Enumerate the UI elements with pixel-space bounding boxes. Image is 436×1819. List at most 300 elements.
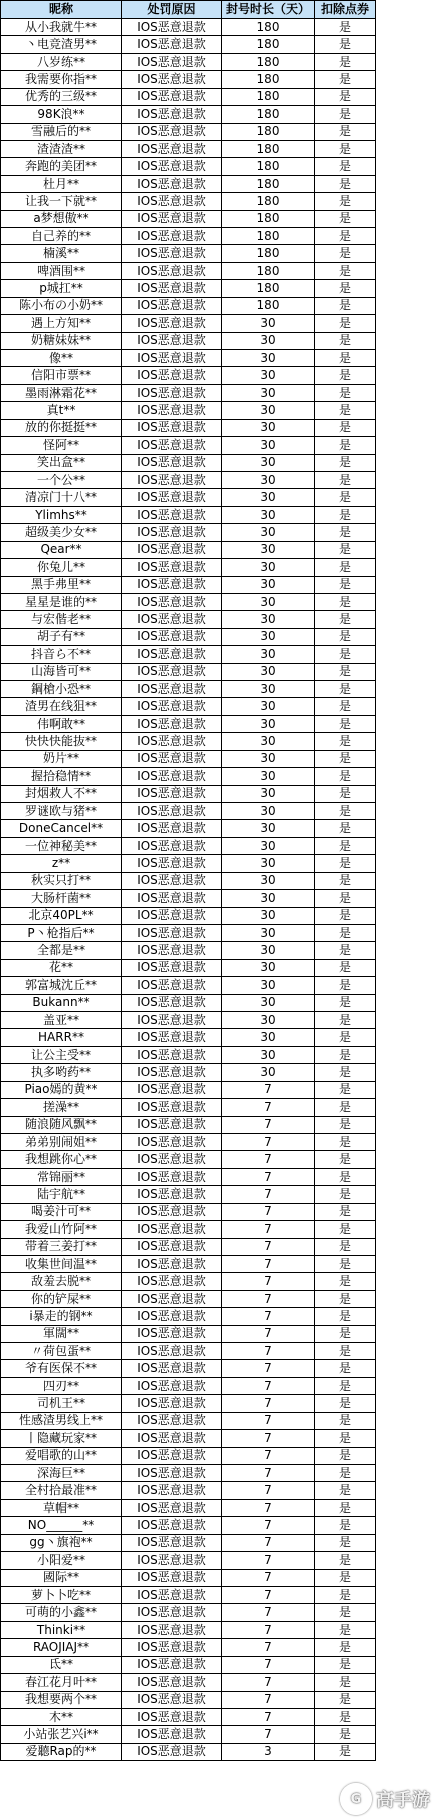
table-row — [1, 611, 376, 628]
table-row — [1, 471, 376, 488]
deduct-cell: 是 — [315, 994, 376, 1011]
deduct-cell: 是 — [315, 1569, 376, 1586]
nickname-cell: Qear** — [1, 541, 122, 558]
nickname-cell: 常锦丽** — [1, 1168, 122, 1185]
nickname-cell: Piao嫣的黄** — [1, 1081, 122, 1098]
reason-cell: IOS恶意退款 — [122, 71, 222, 88]
ban-duration-cell: 30 — [222, 506, 315, 523]
ban-duration-cell: 7 — [222, 1517, 315, 1534]
ban-duration-cell: 30 — [222, 541, 315, 558]
nickname-cell: 98K浪** — [1, 106, 122, 123]
ban-duration-cell: 7 — [222, 1482, 315, 1499]
table-row — [1, 1221, 376, 1238]
reason-cell: IOS恶意退款 — [122, 1639, 222, 1656]
nickname-cell: 雪融后的** — [1, 123, 122, 140]
reason-cell: IOS恶意退款 — [122, 1012, 222, 1029]
table-row — [1, 1116, 376, 1133]
nickname-cell: 一位神秘美** — [1, 837, 122, 854]
table-row — [1, 576, 376, 593]
reason-cell: IOS恶意退款 — [122, 1482, 222, 1499]
ban-duration-cell: 30 — [222, 646, 315, 663]
reason-cell: IOS恶意退款 — [122, 1726, 222, 1743]
reason-cell: IOS恶意退款 — [122, 1395, 222, 1412]
reason-cell: IOS恶意退款 — [122, 437, 222, 454]
reason-cell: IOS恶意退款 — [122, 646, 222, 663]
deduct-cell: 是 — [315, 454, 376, 471]
deduct-cell: 是 — [315, 1134, 376, 1151]
nickname-cell: 杜月** — [1, 175, 122, 192]
ban-duration-cell: 30 — [222, 489, 315, 506]
brand-text: 高手游 — [376, 1790, 430, 1811]
nickname-cell: 鋼槍小恐** — [1, 681, 122, 698]
table-row — [1, 802, 376, 819]
table-row — [1, 19, 376, 36]
ban-duration-cell: 180 — [222, 53, 315, 70]
table-row — [1, 384, 376, 401]
nickname-cell: 小站张艺兴i** — [1, 1726, 122, 1743]
table-row — [1, 123, 376, 140]
deduct-cell: 是 — [315, 1273, 376, 1290]
deduct-cell: 是 — [315, 1517, 376, 1534]
nickname-cell: 爱唱歌的山** — [1, 1447, 122, 1464]
nickname-cell: 优秀的三级** — [1, 88, 122, 105]
reason-cell: IOS恶意退款 — [122, 1186, 222, 1203]
table-row — [1, 88, 376, 105]
ban-duration-cell: 180 — [222, 262, 315, 279]
table-row — [1, 1726, 376, 1743]
table-row — [1, 924, 376, 941]
header-deduct-coupons: 扣除点券 — [315, 1, 376, 19]
deduct-cell: 是 — [315, 1186, 376, 1203]
deduct-cell: 是 — [315, 942, 376, 959]
table-row — [1, 1430, 376, 1447]
deduct-cell: 是 — [315, 924, 376, 941]
ban-duration-cell: 7 — [222, 1186, 315, 1203]
deduct-cell: 是 — [315, 611, 376, 628]
nickname-cell: 墨雨淋霜花** — [1, 384, 122, 401]
reason-cell: IOS恶意退款 — [122, 123, 222, 140]
reason-cell: IOS恶意退款 — [122, 1534, 222, 1551]
table-row — [1, 559, 376, 576]
table-row — [1, 733, 376, 750]
reason-cell: IOS恶意退款 — [122, 1238, 222, 1255]
nickname-cell: gg丶旗袍** — [1, 1534, 122, 1551]
table-row — [1, 1534, 376, 1551]
deduct-cell: 是 — [315, 576, 376, 593]
deduct-cell: 是 — [315, 1430, 376, 1447]
ban-duration-cell: 7 — [222, 1499, 315, 1516]
table-row — [1, 489, 376, 506]
reason-cell: IOS恶意退款 — [122, 593, 222, 610]
ban-duration-cell: 7 — [222, 1273, 315, 1290]
nickname-cell: 陆宇航** — [1, 1186, 122, 1203]
nickname-cell: DoneCancel** — [1, 820, 122, 837]
reason-cell: IOS恶意退款 — [122, 1430, 222, 1447]
deduct-cell: 是 — [315, 1482, 376, 1499]
nickname-cell: 盖亚** — [1, 1012, 122, 1029]
nickname-cell: 草帽** — [1, 1499, 122, 1516]
deduct-cell: 是 — [315, 785, 376, 802]
reason-cell: IOS恶意退款 — [122, 541, 222, 558]
table-row — [1, 750, 376, 767]
reason-cell: IOS恶意退款 — [122, 228, 222, 245]
reason-cell: IOS恶意退款 — [122, 402, 222, 419]
reason-cell: IOS恶意退款 — [122, 1360, 222, 1377]
table-row — [1, 890, 376, 907]
deduct-cell: 是 — [315, 1012, 376, 1029]
nickname-cell: 伟啊敢** — [1, 715, 122, 732]
table-row — [1, 1412, 376, 1429]
deduct-cell: 是 — [315, 977, 376, 994]
reason-cell: IOS恶意退款 — [122, 1586, 222, 1603]
deduct-cell: 是 — [315, 123, 376, 140]
reason-cell: IOS恶意退款 — [122, 332, 222, 349]
deduct-cell: 是 — [315, 175, 376, 192]
deduct-cell: 是 — [315, 872, 376, 889]
reason-cell: IOS恶意退款 — [122, 1064, 222, 1081]
ban-duration-cell: 180 — [222, 210, 315, 227]
table-row — [1, 367, 376, 384]
nickname-cell: 丨隐藏玩家** — [1, 1430, 122, 1447]
nickname-cell: 國际** — [1, 1569, 122, 1586]
ban-duration-cell: 30 — [222, 1046, 315, 1063]
table-row — [1, 506, 376, 523]
deduct-cell: 是 — [315, 768, 376, 785]
nickname-cell: NO______** — [1, 1517, 122, 1534]
nickname-cell: 軍闊** — [1, 1325, 122, 1342]
nickname-cell: 你的铲屎** — [1, 1290, 122, 1307]
ban-duration-cell: 7 — [222, 1604, 315, 1621]
deduct-cell: 是 — [315, 88, 376, 105]
table-row — [1, 402, 376, 419]
nickname-cell: 四刃** — [1, 1377, 122, 1394]
reason-cell: IOS恶意退款 — [122, 489, 222, 506]
reason-cell: IOS恶意退款 — [122, 576, 222, 593]
reason-cell: IOS恶意退款 — [122, 1325, 222, 1342]
ban-duration-cell: 30 — [222, 471, 315, 488]
nickname-cell: 抖音ら不** — [1, 646, 122, 663]
deduct-cell: 是 — [315, 140, 376, 157]
ban-duration-cell: 30 — [222, 994, 315, 1011]
table-row — [1, 106, 376, 123]
reason-cell: IOS恶意退款 — [122, 350, 222, 367]
reason-cell: IOS恶意退款 — [122, 1255, 222, 1272]
table-row — [1, 36, 376, 53]
table-row — [1, 820, 376, 837]
table-row — [1, 140, 376, 157]
table-row — [1, 994, 376, 1011]
table-row — [1, 1586, 376, 1603]
ban-duration-cell: 180 — [222, 36, 315, 53]
table-row — [1, 1343, 376, 1360]
reason-cell: IOS恶意退款 — [122, 1081, 222, 1098]
ban-duration-cell: 7 — [222, 1325, 315, 1342]
table-row — [1, 1255, 376, 1272]
table-row — [1, 1134, 376, 1151]
nickname-cell: z** — [1, 855, 122, 872]
table-row — [1, 1621, 376, 1638]
ban-duration-cell: 30 — [222, 593, 315, 610]
nickname-cell: 黑手弗里** — [1, 576, 122, 593]
table-row — [1, 1395, 376, 1412]
ban-duration-cell: 30 — [222, 907, 315, 924]
deduct-cell: 是 — [315, 890, 376, 907]
ban-duration-cell: 30 — [222, 924, 315, 941]
reason-cell: IOS恶意退款 — [122, 19, 222, 36]
table-row — [1, 71, 376, 88]
table-row — [1, 1708, 376, 1725]
ban-duration-cell: 30 — [222, 837, 315, 854]
deduct-cell: 是 — [315, 593, 376, 610]
ban-duration-cell: 7 — [222, 1586, 315, 1603]
ban-duration-cell: 30 — [222, 332, 315, 349]
reason-cell: IOS恶意退款 — [122, 698, 222, 715]
nickname-cell: 啤酒围** — [1, 262, 122, 279]
table-row — [1, 315, 376, 332]
table-row — [1, 1029, 376, 1046]
reason-cell: IOS恶意退款 — [122, 106, 222, 123]
reason-cell: IOS恶意退款 — [122, 1621, 222, 1638]
deduct-cell: 是 — [315, 53, 376, 70]
reason-cell: IOS恶意退款 — [122, 175, 222, 192]
ban-duration-cell: 30 — [222, 733, 315, 750]
nickname-cell: 爷有医保不** — [1, 1360, 122, 1377]
table-row — [1, 1290, 376, 1307]
deduct-cell: 是 — [315, 262, 376, 279]
reason-cell: IOS恶意退款 — [122, 1552, 222, 1569]
nickname-cell: 陈小布の小奶** — [1, 297, 122, 314]
ban-duration-cell: 30 — [222, 698, 315, 715]
table-row — [1, 245, 376, 262]
nickname-cell: 全都是** — [1, 942, 122, 959]
ban-duration-cell: 30 — [222, 872, 315, 889]
table-row — [1, 715, 376, 732]
table-row — [1, 1064, 376, 1081]
reason-cell: IOS恶意退款 — [122, 820, 222, 837]
reason-cell: IOS恶意退款 — [122, 977, 222, 994]
ban-duration-cell: 30 — [222, 1064, 315, 1081]
ban-duration-cell: 30 — [222, 350, 315, 367]
table-row — [1, 228, 376, 245]
nickname-cell: RAOJIAJ** — [1, 1639, 122, 1656]
nickname-cell: 真t** — [1, 402, 122, 419]
ban-duration-cell: 180 — [222, 175, 315, 192]
nickname-cell: 丶电竞渣男** — [1, 36, 122, 53]
deduct-cell: 是 — [315, 855, 376, 872]
reason-cell: IOS恶意退款 — [122, 1499, 222, 1516]
table-row — [1, 1447, 376, 1464]
deduct-cell: 是 — [315, 1238, 376, 1255]
reason-cell: IOS恶意退款 — [122, 1290, 222, 1307]
reason-cell: IOS恶意退款 — [122, 1168, 222, 1185]
nickname-cell: 性感渣男线上** — [1, 1412, 122, 1429]
table-row — [1, 210, 376, 227]
ban-duration-cell: 30 — [222, 820, 315, 837]
ban-duration-cell: 7 — [222, 1447, 315, 1464]
reason-cell: IOS恶意退款 — [122, 1046, 222, 1063]
reason-cell: IOS恶意退款 — [122, 384, 222, 401]
ban-duration-cell: 30 — [222, 454, 315, 471]
nickname-cell: 郭富城沈丘** — [1, 977, 122, 994]
ban-duration-cell: 7 — [222, 1116, 315, 1133]
deduct-cell: 是 — [315, 1116, 376, 1133]
reason-cell: IOS恶意退款 — [122, 907, 222, 924]
deduct-cell: 是 — [315, 1151, 376, 1168]
table-row — [1, 1081, 376, 1098]
nickname-cell: Ylimhs** — [1, 506, 122, 523]
ban-duration-cell: 7 — [222, 1621, 315, 1638]
table-row — [1, 1012, 376, 1029]
reason-cell: IOS恶意退款 — [122, 1377, 222, 1394]
ban-duration-cell: 7 — [222, 1726, 315, 1743]
nickname-cell: 放的你挺挺** — [1, 419, 122, 436]
ban-duration-cell: 30 — [222, 663, 315, 680]
deduct-cell: 是 — [315, 384, 376, 401]
ban-duration-cell: 7 — [222, 1134, 315, 1151]
ban-duration-cell: 30 — [222, 715, 315, 732]
reason-cell: IOS恶意退款 — [122, 280, 222, 297]
deduct-cell: 是 — [315, 1360, 376, 1377]
ban-duration-cell: 30 — [222, 559, 315, 576]
reason-cell: IOS恶意退款 — [122, 140, 222, 157]
table-row — [1, 1186, 376, 1203]
nickname-cell: Bukann** — [1, 994, 122, 1011]
nickname-cell: 封烟救人不** — [1, 785, 122, 802]
nickname-cell: 笑出盒** — [1, 454, 122, 471]
reason-cell: IOS恶意退款 — [122, 802, 222, 819]
reason-cell: IOS恶意退款 — [122, 959, 222, 976]
deduct-cell: 是 — [315, 802, 376, 819]
ban-duration-cell: 7 — [222, 1343, 315, 1360]
reason-cell: IOS恶意退款 — [122, 262, 222, 279]
nickname-cell: 山海皆可** — [1, 663, 122, 680]
table-row — [1, 1377, 376, 1394]
nickname-cell: 执多哟药** — [1, 1064, 122, 1081]
ban-duration-cell: 7 — [222, 1691, 315, 1708]
reason-cell: IOS恶意退款 — [122, 1708, 222, 1725]
nickname-cell: 喝姜汁可** — [1, 1203, 122, 1220]
nickname-cell: 清凉门十八** — [1, 489, 122, 506]
ban-duration-cell: 7 — [222, 1674, 315, 1691]
ban-duration-cell: 180 — [222, 158, 315, 175]
table-row — [1, 1465, 376, 1482]
table-row — [1, 1656, 376, 1673]
reason-cell: IOS恶意退款 — [122, 872, 222, 889]
table-row — [1, 437, 376, 454]
nickname-cell: 我需要你指** — [1, 71, 122, 88]
nickname-cell: P丶枪指后** — [1, 924, 122, 941]
nickname-cell: 罗谜欧与猪** — [1, 802, 122, 819]
nickname-cell: 可萌的小鑫** — [1, 1604, 122, 1621]
deduct-cell: 是 — [315, 1552, 376, 1569]
ban-duration-cell: 7 — [222, 1168, 315, 1185]
ban-duration-cell: 7 — [222, 1465, 315, 1482]
nickname-cell: 自己养的** — [1, 228, 122, 245]
table-row — [1, 646, 376, 663]
nickname-cell: 奶片** — [1, 750, 122, 767]
table-row — [1, 541, 376, 558]
header-nickname: 昵称 — [1, 1, 122, 19]
deduct-cell: 是 — [315, 228, 376, 245]
ban-duration-cell: 7 — [222, 1377, 315, 1394]
table-row — [1, 175, 376, 192]
nickname-cell: 敌羞去脱** — [1, 1273, 122, 1290]
reason-cell: IOS恶意退款 — [122, 245, 222, 262]
deduct-cell: 是 — [315, 1343, 376, 1360]
deduct-cell: 是 — [315, 437, 376, 454]
nickname-cell: 快快快能抜** — [1, 733, 122, 750]
deduct-cell: 是 — [315, 681, 376, 698]
ban-duration-cell: 180 — [222, 106, 315, 123]
table-row — [1, 837, 376, 854]
deduct-cell: 是 — [315, 541, 376, 558]
reason-cell: IOS恶意退款 — [122, 1743, 222, 1760]
deduct-cell: 是 — [315, 106, 376, 123]
ban-duration-cell: 7 — [222, 1203, 315, 1220]
deduct-cell: 是 — [315, 628, 376, 645]
nickname-cell: 弟弟别闹姐** — [1, 1134, 122, 1151]
ban-duration-cell: 30 — [222, 802, 315, 819]
table-row — [1, 1308, 376, 1325]
reason-cell: IOS恶意退款 — [122, 1604, 222, 1621]
reason-cell: IOS恶意退款 — [122, 785, 222, 802]
nickname-cell: 木** — [1, 1708, 122, 1725]
table-row — [1, 262, 376, 279]
nickname-cell: 信阳市票** — [1, 367, 122, 384]
reason-cell: IOS恶意退款 — [122, 419, 222, 436]
deduct-cell: 是 — [315, 559, 376, 576]
reason-cell: IOS恶意退款 — [122, 1517, 222, 1534]
reason-cell: IOS恶意退款 — [122, 681, 222, 698]
ban-duration-cell: 180 — [222, 71, 315, 88]
nickname-cell: 收集世间温** — [1, 1255, 122, 1272]
deduct-cell: 是 — [315, 210, 376, 227]
reason-cell: IOS恶意退款 — [122, 158, 222, 175]
table-row — [1, 1499, 376, 1516]
deduct-cell: 是 — [315, 1221, 376, 1238]
ban-duration-cell: 7 — [222, 1081, 315, 1098]
deduct-cell: 是 — [315, 837, 376, 854]
deduct-cell: 是 — [315, 820, 376, 837]
nickname-cell: 花** — [1, 959, 122, 976]
nickname-cell: 与宏偕老** — [1, 611, 122, 628]
ban-duration-cell: 30 — [222, 785, 315, 802]
deduct-cell: 是 — [315, 36, 376, 53]
reason-cell: IOS恶意退款 — [122, 1134, 222, 1151]
deduct-cell: 是 — [315, 1674, 376, 1691]
reason-cell: IOS恶意退款 — [122, 1099, 222, 1116]
deduct-cell: 是 — [315, 1499, 376, 1516]
reason-cell: IOS恶意退款 — [122, 1343, 222, 1360]
table-row — [1, 681, 376, 698]
nickname-cell: 遇上方知** — [1, 315, 122, 332]
ban-duration-cell: 7 — [222, 1430, 315, 1447]
nickname-cell: 星星是谁的** — [1, 593, 122, 610]
deduct-cell: 是 — [315, 1325, 376, 1342]
ban-duration-cell: 30 — [222, 855, 315, 872]
table-row — [1, 454, 376, 471]
deduct-cell: 是 — [315, 471, 376, 488]
nickname-cell: 渣男在线狙** — [1, 698, 122, 715]
deduct-cell: 是 — [315, 1099, 376, 1116]
deduct-cell: 是 — [315, 524, 376, 541]
table-row — [1, 698, 376, 715]
deduct-cell: 是 — [315, 158, 376, 175]
table-row — [1, 959, 376, 976]
deduct-cell: 是 — [315, 1726, 376, 1743]
ban-duration-cell: 180 — [222, 228, 315, 245]
deduct-cell: 是 — [315, 646, 376, 663]
